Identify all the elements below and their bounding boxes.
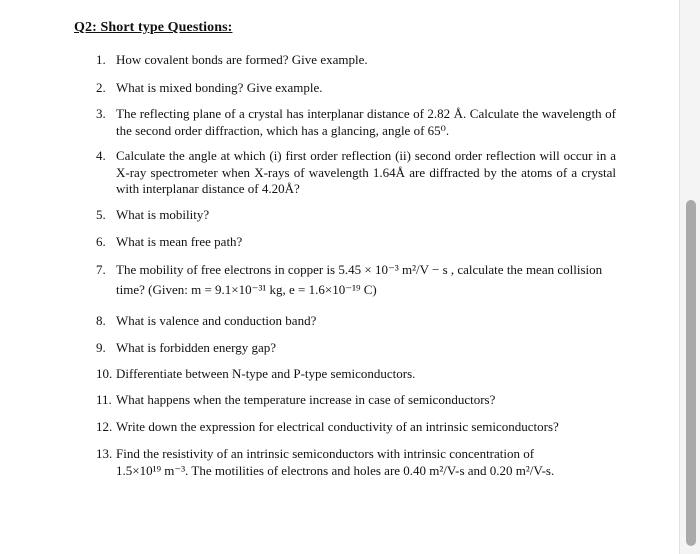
question-text: What is mean free path? (116, 234, 243, 249)
question-number: 10. (96, 366, 113, 381)
question-text: The reflecting plane of a crystal has interplanar distance of 2.82 Å. Calculate the wavelength of the second order diffraction, which has a glancing, angle of 65⁰. (116, 106, 616, 138)
question-text: Calculate the angle at which (i) first order reflection (ii) second order reflection will occur in a X-ray spectrometer when X-rays of wavelength 1.64Å are diffracted by the atoms of a crystal with interplanar distance of 4.20Å? (116, 148, 616, 196)
question-item (96, 446, 616, 479)
question-number: 3. (96, 106, 106, 121)
question-text: What is forbidden energy gap? (116, 340, 277, 355)
question-item (96, 313, 616, 330)
question-number: 1. (96, 52, 106, 67)
question-item (96, 207, 616, 224)
question-number: 13. (96, 446, 113, 461)
question-number: 9. (96, 340, 106, 355)
scrollbar-thumb[interactable] (686, 200, 696, 546)
question-text: Differentiate between N-type and P-type semiconductors. (116, 366, 416, 381)
question-item (96, 262, 616, 298)
question-item (96, 148, 616, 198)
question-number: 2. (96, 80, 106, 95)
section-heading: Q2: Short type Questions: (74, 20, 233, 35)
question-text: What is valence and conduction band? (116, 313, 317, 328)
question-item (96, 52, 616, 69)
question-number: 8. (96, 313, 106, 328)
question-item (96, 366, 616, 383)
question-item (96, 392, 616, 409)
question-number: 11. (96, 392, 112, 407)
question-text: Write down the expression for electrical conductivity of an intrinsic semiconductors? (116, 419, 559, 434)
question-item (96, 340, 616, 357)
question-text-line1: Find the resistivity of an intrinsic semiconductors with intrinsic concentration of (116, 446, 535, 461)
question-item (96, 419, 616, 436)
question-item (96, 80, 616, 97)
question-number: 4. (96, 148, 106, 163)
question-item (96, 106, 616, 139)
vertical-scrollbar[interactable] (679, 0, 700, 554)
question-text-line2: 1.5×10¹⁹ m⁻³. The motilities of electrons and holes are 0.40 m²/V-s and 0.20 m²/V-s. (116, 462, 555, 478)
question-number: 6. (96, 234, 106, 249)
question-text-line2: time? (Given: m = 9.1×10⁻³¹ kg, e = 1.6×10⁻¹⁹ C) (116, 281, 377, 297)
question-item (96, 234, 616, 251)
question-text: What is mobility? (116, 207, 210, 222)
question-text-line1: The mobility of free electrons in copper is 5.45 × 10⁻³ m²/V − s , calculate the mean collision (116, 262, 603, 277)
question-number: 12. (96, 419, 113, 434)
question-number: 5. (96, 207, 106, 222)
question-text: What happens when the temperature increase in case of semiconductors? (116, 392, 496, 407)
question-text: How covalent bonds are formed? Give example. (116, 52, 368, 67)
question-text: What is mixed bonding? Give example. (116, 80, 323, 95)
question-number: 7. (96, 262, 106, 277)
